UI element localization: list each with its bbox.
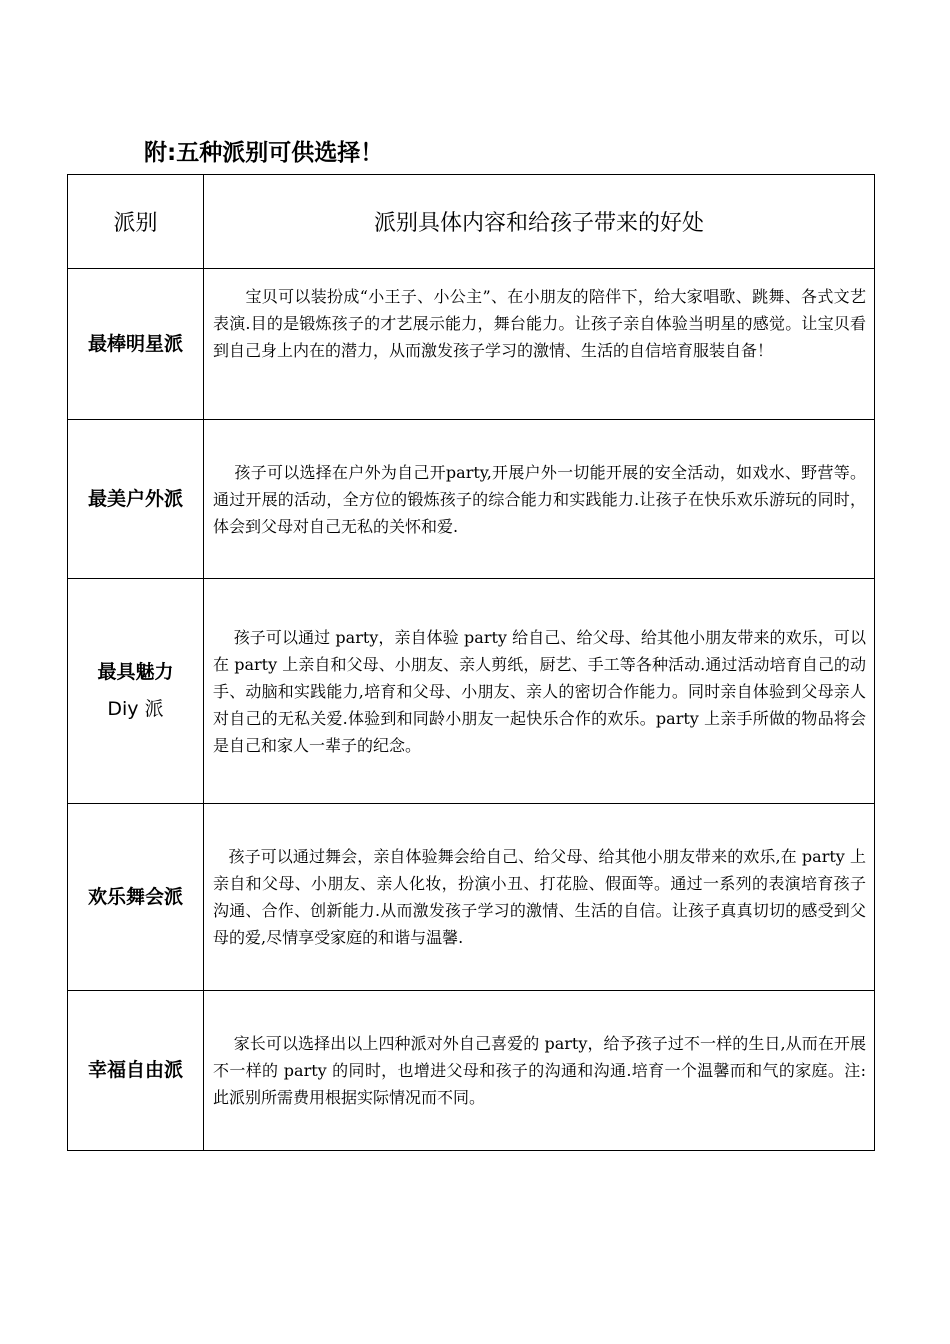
faction-name	[68, 579, 204, 804]
faction-description	[204, 991, 875, 1151]
faction-name: 最美户外派	[68, 420, 204, 579]
page-title: 附:五种派别可供选择！	[144, 140, 384, 166]
faction-description	[204, 579, 875, 804]
table-row	[68, 420, 875, 579]
faction-name: 幸福自由派	[68, 991, 204, 1151]
table-row	[68, 579, 875, 804]
table-row	[68, 269, 875, 420]
faction-description-text: 孩子可以通过 party，亲自体验 party 给自己、给父母、给其他小朋友带来的欢乐，可以在 party 上亲自和父母、小朋友、亲人剪纸，厨艺、手工等各种活动.通过活动培育自己的动手、动脑和实践能力,培育和父母、小朋友、亲人的密切合作能力。同时亲自体验到父母亲人对自己的无私关爱.体验到和同龄小朋友一起快乐合作的欢乐。party 上亲手所做的物品将会是自己和家人一辈子的纪念。	[213, 627, 866, 755]
faction-description-text: 宝贝可以装扮成“小王子、小公主”、在小朋友的陪伴下，给大家唱歌、跳舞、各式文艺表演.目的是锻炼孩子的才艺展示能力，舞台能力。让孩子亲自体验当明星的感觉。让宝贝看到自己身上内在的潜力，从而激发孩子学习的激情、生活的自信培育服装自备！	[213, 287, 866, 360]
faction-description	[204, 804, 875, 991]
faction-description-text: 孩子可以通过舞会，亲自体验舞会给自己、给父母、给其他小朋友带来的欢乐,在 party 上亲自和父母、小朋友、亲人化妆，扮演小丑、打花脸、假面等。通过一系列的表演培育孩子沟通、合作、创新能力.从而激发孩子学习的激情、生活的自信。让孩子真真切切的感受到父母的爱,尽情享受家庭的和谐与温馨.	[213, 847, 866, 947]
faction-name-line: 最具魅力	[97, 661, 174, 683]
faction-table	[67, 174, 875, 1151]
table-row	[68, 804, 875, 991]
faction-name: 欢乐舞会派	[68, 804, 204, 991]
header-description: 派别具体内容和给孩子带来的好处	[204, 175, 875, 269]
faction-name-line: Diy 派	[107, 698, 164, 720]
faction-description-text: 家长可以选择出以上四种派对外自己喜爱的 party，给予孩子过不一样的生日,从而在开展不一样的 party 的同时，也增进父母和孩子的沟通和沟通.培育一个温馨而和气的家庭。注:此派别所需费用根据实际情况而不同。	[213, 1034, 866, 1107]
header-faction: 派别	[68, 175, 204, 269]
table-row	[68, 991, 875, 1151]
faction-name: 最棒明星派	[68, 269, 204, 420]
table-header-row	[68, 175, 875, 269]
faction-description	[204, 420, 875, 579]
faction-description	[204, 269, 875, 420]
faction-description-text: 孩子可以选择在户外为自己开party,开展户外一切能开展的安全活动，如戏水、野营等。通过开展的活动，全方位的锻炼孩子的综合能力和实践能力.让孩子在快乐欢乐游玩的同时，体会到父母对自己无私的关怀和爱.	[213, 462, 866, 536]
